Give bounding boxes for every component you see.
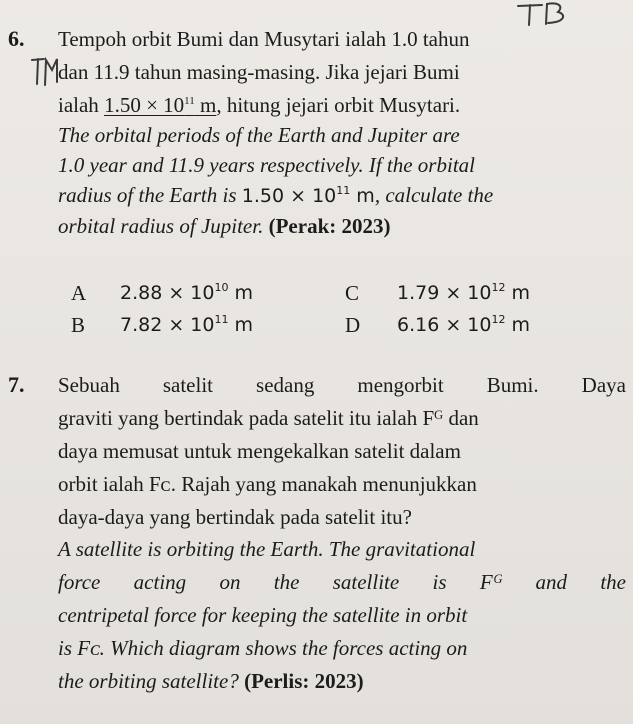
- q7-source: (Perlis: 2023): [244, 669, 364, 693]
- question-7-number: 7.: [8, 372, 25, 397]
- q7-english-line-2: force acting on the satellite is Fᴳ and the: [58, 570, 626, 594]
- q7-malay-line-3: daya memusat untuk mengekalkan satelit dalam: [58, 439, 461, 463]
- option-c-value[interactable]: $1.79 \times 10^{12}$ m: [397, 281, 531, 304]
- handwritten-tb-mark: [512, 0, 572, 26]
- question-6-number: 6.: [8, 26, 25, 51]
- option-c-letter[interactable]: C: [345, 281, 360, 305]
- option-d-value[interactable]: $6.16 \times 10^{12}$ m: [397, 313, 531, 336]
- q6-malay-line-3-text: ialah: [58, 93, 105, 117]
- q7-english-line-1: A satellite is orbiting the Earth. The gravitational: [58, 537, 476, 561]
- handwritten-th-mark: [30, 56, 60, 88]
- q7-english-line-5: the orbiting satellite? (Perlis: 2023): [58, 669, 364, 693]
- q6-english-line-3: radius of the Earth is $1.50 \times 10^{11}$ m, calculate the: [58, 183, 494, 207]
- earth-radius-value: $1.50 \times 10^{11}$ m: [104, 93, 217, 117]
- earth-radius-value-english: $1.50 \times 10^{11}$ m: [241, 184, 375, 207]
- option-b-value[interactable]: $7.82 \times 10^{11}$ m: [120, 313, 254, 336]
- q7-english-line-4: is Fᴄ. Which diagram shows the forces acting on: [58, 636, 468, 660]
- q7-malay-line-4: orbit ialah Fᴄ. Rajah yang manakah menunjukkan: [58, 472, 477, 496]
- option-b-letter[interactable]: B: [71, 313, 86, 337]
- q6-malay-line-3: [58, 92, 460, 118]
- q7-malay-line-5: daya-daya yang bertindak pada satelit itu?: [58, 505, 412, 529]
- option-a-letter[interactable]: A: [71, 281, 87, 305]
- q7-malay-line-1: Sebuah satelit sedang mengorbit Bumi. Daya: [58, 373, 626, 397]
- q6-english-line-2: 1.0 year and 11.9 years respectively. If the orbital: [58, 153, 475, 177]
- q6-english-line-1: The orbital periods of the Earth and Jupiter are: [58, 123, 460, 147]
- q6-source: (Perak: 2023): [268, 214, 391, 238]
- q7-english-line-3: centripetal force for keeping the satellite in orbit: [58, 603, 468, 627]
- q7-malay-line-2: graviti yang bertindak pada satelit itu ialah Fᴳ dan: [58, 406, 479, 430]
- option-a-value[interactable]: $2.88 \times 10^{10}$ m: [120, 281, 254, 304]
- option-d-letter[interactable]: D: [345, 313, 361, 337]
- q6-malay-line-1: Tempoh orbit Bumi dan Musytari ialah 1.0 tahun: [58, 27, 470, 51]
- q6-malay-line-3-tail: , hitung jejari orbit Musytari.: [216, 93, 461, 117]
- q6-english-line-4: orbital radius of Jupiter. (Perak: 2023): [58, 214, 391, 238]
- q6-malay-line-2: dan 11.9 tahun masing-masing. Jika jejari Bumi: [58, 60, 460, 84]
